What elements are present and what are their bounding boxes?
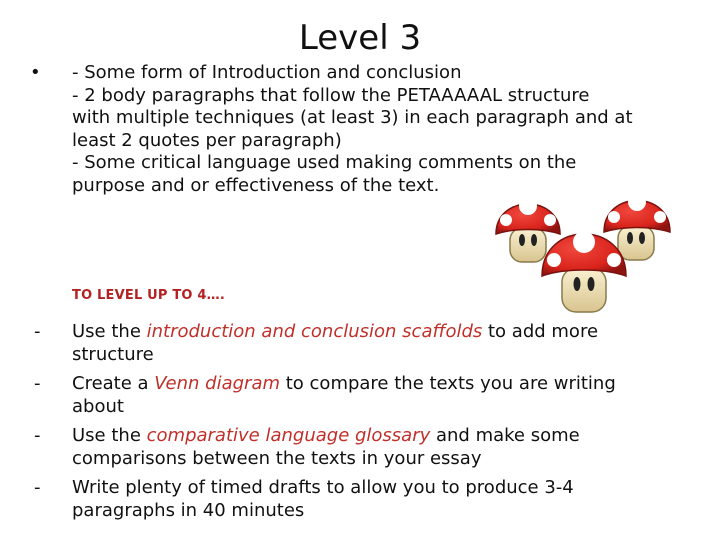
item-text: Write plenty of timed drafts to allow you to produce 3-4 — [72, 477, 574, 498]
mushroom-icon — [542, 231, 626, 312]
bullet-line: - Some form of Introduction and conclusion — [72, 62, 462, 83]
item-continuation: comparisons between the texts in your essay — [72, 448, 482, 469]
list-item — [34, 320, 694, 366]
bullet-line: - Some critical language used making comments on the — [72, 152, 577, 173]
resource-link-text: Venn diagram — [154, 373, 281, 394]
dash-marker: - — [34, 373, 41, 394]
item-text: to compare the texts you are writing — [280, 373, 616, 394]
resource-link-text: introduction and conclusion scaffolds — [146, 321, 483, 342]
level-up-heading: TO LEVEL UP TO 4…. — [72, 288, 225, 303]
item-text: to add more — [482, 321, 599, 342]
bullet-dot: • — [30, 62, 41, 83]
item-continuation: structure — [72, 344, 154, 365]
item-text: Create a — [72, 373, 155, 394]
bullet-line: - 2 body paragraphs that follow the PETAAAAAL structure — [72, 84, 590, 106]
item-continuation: paragraphs in 40 minutes — [72, 500, 305, 521]
bullet-line: purpose and or effectiveness of the text. — [72, 174, 440, 196]
bullet-line: least 2 quotes per paragraph) — [72, 129, 342, 151]
item-text: and make some — [430, 425, 580, 446]
dash-marker: - — [34, 477, 41, 498]
slide-title: Level 3 — [298, 18, 422, 58]
item-continuation: about — [72, 396, 124, 417]
item-text: Use the — [72, 425, 147, 446]
item-text: Use the — [72, 321, 147, 342]
list-item — [34, 372, 694, 418]
dash-marker: - — [34, 425, 41, 446]
level-3-bullet — [30, 62, 670, 197]
bullet-line: with multiple techniques (at least 3) in each paragraph and at — [72, 107, 633, 128]
level-up-list — [34, 320, 694, 528]
list-item — [34, 476, 694, 522]
resource-link-text: comparative language glossary — [146, 425, 431, 446]
list-item — [34, 424, 694, 470]
dash-marker: - — [34, 321, 41, 342]
mushrooms-image — [492, 184, 682, 320]
